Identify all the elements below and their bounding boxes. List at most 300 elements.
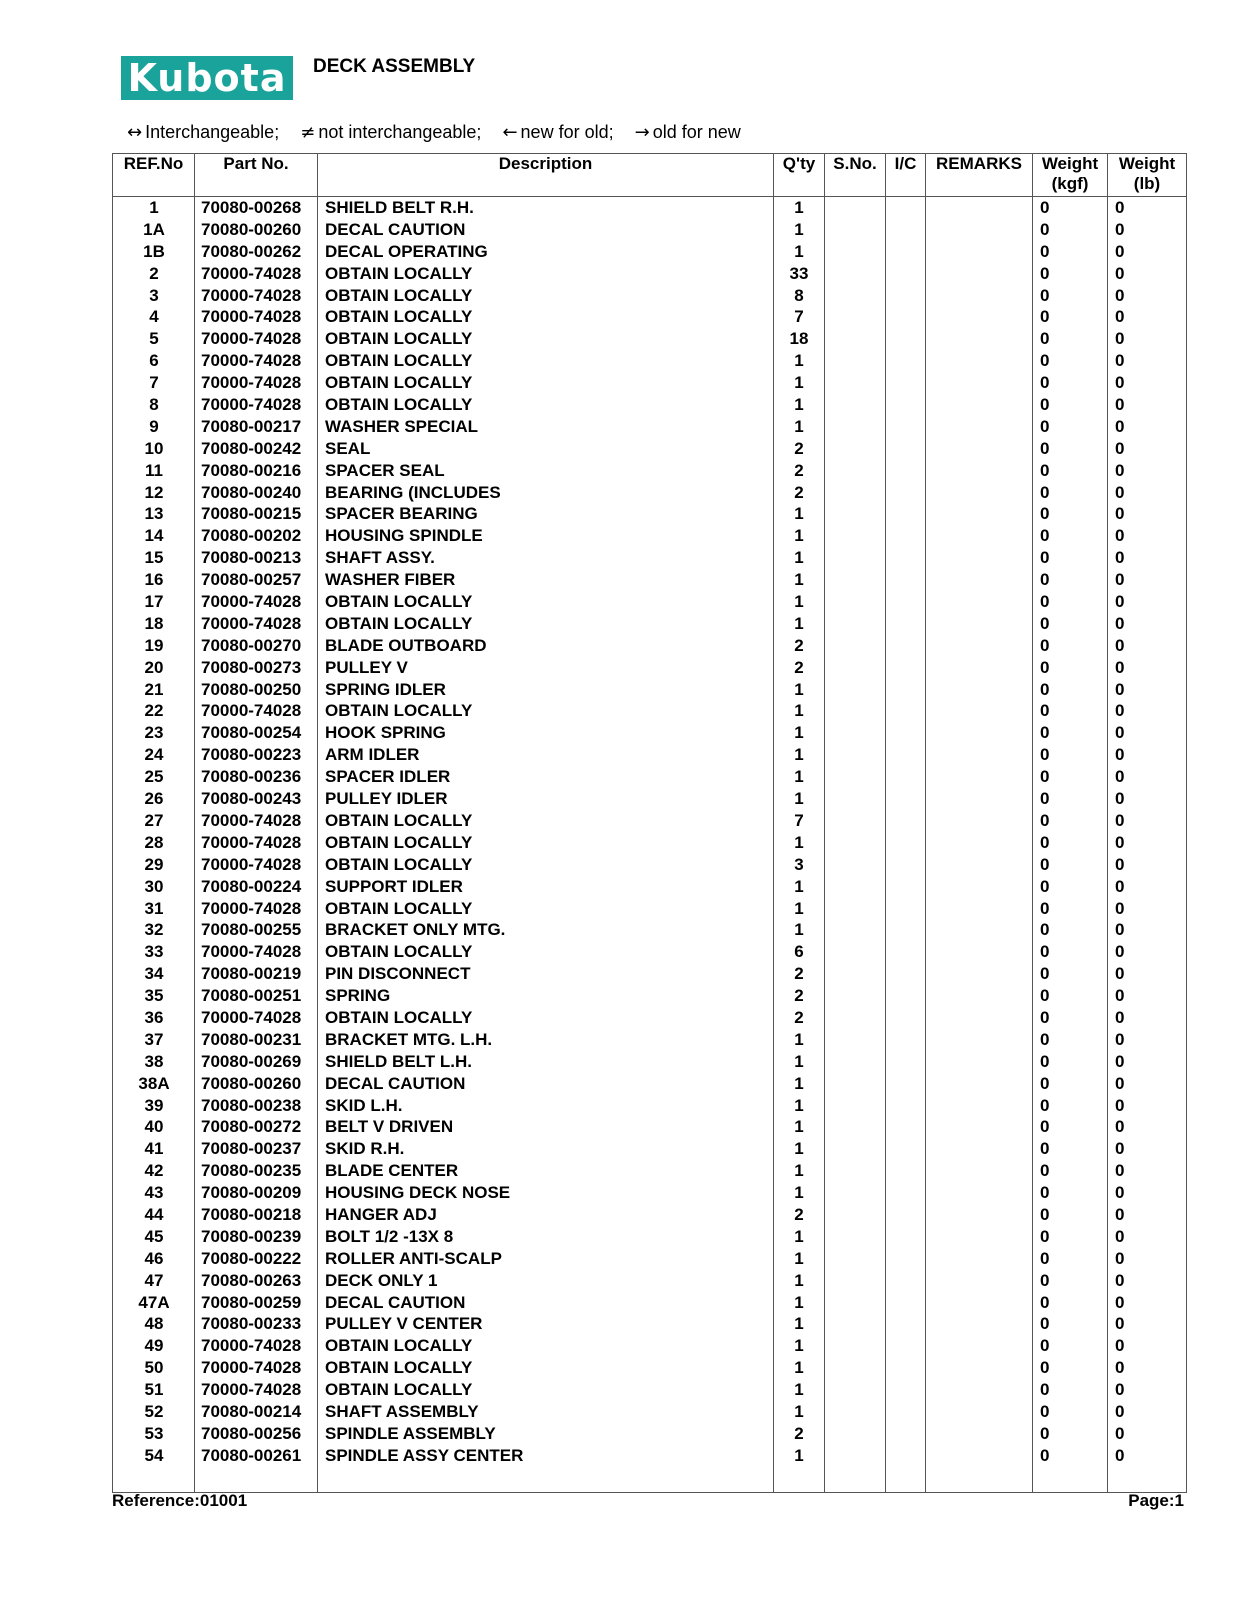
description-cell: OBTAIN LOCALLY (325, 1380, 473, 1400)
ref-no-cell: 20 (144, 657, 164, 677)
description-cell: WASHER SPECIAL (325, 416, 479, 436)
quantity-cell: 1 (794, 789, 804, 809)
quantity-cell: 1 (794, 1358, 804, 1378)
weight-kgf-cell: 0 (1040, 1380, 1050, 1400)
table-row (113, 657, 1186, 679)
header-weight-kgf-line2: (kgf) (1051, 174, 1089, 193)
table-row (113, 394, 1186, 416)
part-no-cell: 70080-00260 (201, 1073, 302, 1093)
header-weight-kgf-line1: Weight (1041, 154, 1099, 173)
quantity-cell: 1 (794, 876, 804, 896)
table-row (113, 241, 1186, 263)
weight-kgf-cell: 0 (1040, 679, 1050, 699)
table-row (113, 1095, 1186, 1117)
weight-kgf-cell: 0 (1040, 832, 1050, 852)
quantity-cell: 1 (794, 526, 804, 546)
ref-no-cell: 41 (144, 1139, 164, 1159)
part-no-cell: 70000-74028 (201, 329, 302, 349)
part-no-cell: 70080-00209 (201, 1183, 302, 1203)
weight-kgf-cell: 0 (1040, 1073, 1050, 1093)
weight-kgf-cell: 0 (1040, 460, 1050, 480)
description-cell: OBTAIN LOCALLY (325, 351, 473, 371)
weight-lb-cell: 0 (1115, 307, 1125, 327)
quantity-cell: 18 (789, 329, 809, 349)
quantity-cell: 1 (794, 504, 804, 524)
weight-lb-cell: 0 (1115, 460, 1125, 480)
weight-lb-cell: 0 (1115, 592, 1125, 612)
part-no-cell: 70080-00261 (201, 1445, 302, 1465)
description-cell: PULLEY IDLER (325, 789, 448, 809)
weight-lb-cell: 0 (1115, 942, 1125, 962)
part-no-cell: 70080-00213 (201, 548, 302, 568)
table-row (113, 219, 1186, 241)
header-serial-no: S.No. (833, 154, 877, 173)
part-no-cell: 70080-00272 (201, 1117, 302, 1137)
table-row (113, 1116, 1186, 1138)
weight-kgf-cell: 0 (1040, 198, 1050, 217)
weight-lb-cell: 0 (1115, 723, 1125, 743)
part-no-cell: 70080-00218 (201, 1204, 302, 1224)
weight-kgf-cell: 0 (1040, 395, 1050, 415)
weight-kgf-cell: 0 (1040, 1117, 1050, 1137)
part-no-cell: 70080-00219 (201, 964, 302, 984)
weight-kgf-cell: 0 (1040, 526, 1050, 546)
part-no-cell: 70080-00233 (201, 1314, 302, 1334)
description-cell: BELT V DRIVEN (325, 1117, 454, 1137)
description-cell: OBTAIN LOCALLY (325, 592, 473, 612)
weight-kgf-cell: 0 (1040, 1183, 1050, 1203)
part-no-cell: 70080-00262 (201, 241, 302, 261)
description-cell: OBTAIN LOCALLY (325, 613, 473, 633)
table-row (113, 1248, 1186, 1270)
quantity-cell: 2 (794, 1007, 804, 1027)
part-no-cell: 70080-00217 (201, 416, 302, 436)
weight-kgf-cell: 0 (1040, 745, 1050, 765)
ref-no-cell: 3 (149, 285, 159, 305)
legend-label: not interchangeable; (318, 122, 482, 142)
quantity-cell: 1 (794, 613, 804, 633)
weight-kgf-cell: 0 (1040, 570, 1050, 590)
description-cell: OBTAIN LOCALLY (325, 832, 473, 852)
weight-kgf-cell: 0 (1040, 898, 1050, 918)
weight-kgf-cell: 0 (1040, 810, 1050, 830)
quantity-cell: 1 (794, 1139, 804, 1159)
double-arrow-icon: ↔ (127, 122, 143, 143)
ref-no-cell: 26 (144, 789, 164, 809)
part-no-cell: 70000-74028 (201, 701, 302, 721)
weight-lb-cell: 0 (1115, 1445, 1125, 1465)
left-arrow-icon: ← (502, 122, 518, 143)
weight-kgf-cell: 0 (1040, 1248, 1050, 1268)
quantity-cell: 7 (794, 307, 804, 327)
legend-label: Interchangeable; (145, 122, 280, 142)
weight-kgf-cell: 0 (1040, 920, 1050, 940)
description-cell: PULLEY V CENTER (325, 1314, 483, 1334)
part-no-cell: 70080-00256 (201, 1423, 302, 1443)
ref-no-cell: 21 (144, 679, 164, 699)
part-no-cell: 70000-74028 (201, 307, 302, 327)
table-row (113, 1138, 1186, 1160)
description-cell: DECAL CAUTION (325, 1292, 466, 1312)
table-row (113, 898, 1186, 920)
quantity-cell: 1 (794, 1095, 804, 1115)
part-no-cell: 70000-74028 (201, 395, 302, 415)
part-no-cell: 70080-00236 (201, 767, 302, 787)
ref-no-cell: 6 (149, 351, 159, 371)
ref-no-cell: 13 (144, 504, 164, 524)
quantity-cell: 1 (794, 1161, 804, 1181)
quantity-cell: 1 (794, 1226, 804, 1246)
table-row (113, 1401, 1186, 1423)
part-no-cell: 70080-00231 (201, 1029, 302, 1049)
quantity-cell: 1 (794, 701, 804, 721)
weight-lb-cell: 0 (1115, 964, 1125, 984)
ref-no-cell: 37 (144, 1029, 164, 1049)
weight-lb-cell: 0 (1115, 613, 1125, 633)
quantity-cell: 1 (794, 1051, 804, 1071)
table-row (113, 197, 1186, 219)
part-no-cell: 70080-00255 (201, 920, 302, 940)
description-cell: DECAL CAUTION (325, 1073, 466, 1093)
weight-kgf-cell: 0 (1040, 307, 1050, 327)
ref-no-cell: 47 (144, 1270, 164, 1290)
weight-lb-cell: 0 (1115, 1292, 1125, 1312)
ref-no-cell: 47A (138, 1292, 170, 1312)
description-cell: SHAFT ASSY. (325, 548, 435, 568)
description-cell: OBTAIN LOCALLY (325, 1336, 473, 1356)
quantity-cell: 1 (794, 920, 804, 940)
quantity-cell: 1 (794, 1270, 804, 1290)
description-cell: BRACKET MTG. L.H. (325, 1029, 493, 1049)
weight-kgf-cell: 0 (1040, 1226, 1050, 1246)
description-cell: SKID R.H. (325, 1139, 405, 1159)
quantity-cell: 1 (794, 898, 804, 918)
part-no-cell: 70080-00222 (201, 1248, 302, 1268)
table-row (113, 854, 1186, 876)
legend-item-old-for-new (635, 122, 741, 142)
ref-no-cell: 1A (143, 219, 165, 239)
weight-lb-cell: 0 (1115, 876, 1125, 896)
weight-kgf-cell: 0 (1040, 854, 1050, 874)
quantity-cell: 8 (794, 285, 804, 305)
quantity-cell: 33 (789, 263, 809, 283)
weight-kgf-cell: 0 (1040, 285, 1050, 305)
header-weight-lb-line1: Weight (1118, 154, 1176, 173)
header-weight-kgf (1033, 154, 1107, 196)
description-cell: SHIELD BELT R.H. (325, 198, 474, 217)
ref-no-cell: 40 (144, 1117, 164, 1137)
description-cell: SPINDLE ASSEMBLY (325, 1423, 496, 1443)
table-row (113, 1182, 1186, 1204)
table-row (113, 1029, 1186, 1051)
ref-no-cell: 15 (144, 548, 164, 568)
ref-no-cell: 33 (144, 942, 164, 962)
weight-kgf-cell: 0 (1040, 1139, 1050, 1159)
table-row (113, 919, 1186, 941)
ref-no-cell: 51 (144, 1380, 164, 1400)
header-ic: I/C (894, 154, 917, 173)
weight-lb-cell: 0 (1115, 1095, 1125, 1115)
table-row (113, 613, 1186, 635)
weight-kgf-cell: 0 (1040, 263, 1050, 283)
quantity-cell: 1 (794, 679, 804, 699)
quantity-cell: 1 (794, 1380, 804, 1400)
weight-lb-cell: 0 (1115, 767, 1125, 787)
quantity-cell: 1 (794, 1183, 804, 1203)
part-no-cell: 70000-74028 (201, 810, 302, 830)
quantity-cell: 7 (794, 810, 804, 830)
ref-no-cell: 1B (143, 241, 165, 261)
weight-lb-cell: 0 (1115, 1117, 1125, 1137)
description-cell: OBTAIN LOCALLY (325, 395, 473, 415)
ref-no-cell: 2 (149, 263, 159, 283)
quantity-cell: 1 (794, 351, 804, 371)
part-no-cell: 70080-00224 (201, 876, 302, 896)
quantity-cell: 1 (794, 570, 804, 590)
ref-no-cell: 42 (144, 1161, 164, 1181)
part-no-cell: 70080-00240 (201, 482, 302, 502)
weight-lb-cell: 0 (1115, 1423, 1125, 1443)
description-cell: BLADE OUTBOARD (325, 635, 487, 655)
weight-kgf-cell: 0 (1040, 876, 1050, 896)
table-row (113, 372, 1186, 394)
description-cell: OBTAIN LOCALLY (325, 1007, 473, 1027)
ref-no-cell: 1 (149, 198, 159, 217)
weight-lb-cell: 0 (1115, 1073, 1125, 1093)
part-no-cell: 70000-74028 (201, 263, 302, 283)
description-cell: SUPPORT IDLER (325, 876, 463, 896)
weight-kgf-cell: 0 (1040, 416, 1050, 436)
weight-kgf-cell: 0 (1040, 767, 1050, 787)
description-cell: HOUSING DECK NOSE (325, 1183, 511, 1203)
weight-kgf-cell: 0 (1040, 1401, 1050, 1421)
weight-kgf-cell: 0 (1040, 1314, 1050, 1334)
weight-lb-cell: 0 (1115, 241, 1125, 261)
table-row (113, 1270, 1186, 1292)
table-row (113, 1051, 1186, 1073)
ref-no-cell: 52 (144, 1401, 164, 1421)
quantity-cell: 1 (794, 219, 804, 239)
part-no-cell: 70000-74028 (201, 1358, 302, 1378)
ref-no-cell: 10 (144, 438, 164, 458)
weight-lb-cell: 0 (1115, 1183, 1125, 1203)
part-no-cell: 70080-00260 (201, 219, 302, 239)
part-no-cell: 70080-00269 (201, 1051, 302, 1071)
description-cell: SHIELD BELT L.H. (325, 1051, 473, 1071)
description-cell: SPACER SEAL (325, 460, 445, 480)
weight-lb-cell: 0 (1115, 438, 1125, 458)
quantity-cell: 1 (794, 1314, 804, 1334)
weight-lb-cell: 0 (1115, 373, 1125, 393)
legend-item-not-interchangeable (300, 122, 481, 142)
ref-no-cell: 9 (149, 416, 159, 436)
description-cell: SPRING IDLER (325, 679, 446, 699)
weight-lb-cell: 0 (1115, 898, 1125, 918)
table-row (113, 547, 1186, 569)
weight-kgf-cell: 0 (1040, 1029, 1050, 1049)
weight-lb-cell: 0 (1115, 504, 1125, 524)
part-no-cell: 70000-74028 (201, 1336, 302, 1356)
quantity-cell: 1 (794, 1292, 804, 1312)
description-cell: DECK ONLY 1 (325, 1270, 438, 1290)
weight-kgf-cell: 0 (1040, 1336, 1050, 1356)
description-cell: SPACER BEARING (325, 504, 478, 524)
ref-no-cell: 22 (144, 701, 164, 721)
quantity-cell: 1 (794, 1336, 804, 1356)
ref-no-cell: 38A (138, 1073, 170, 1093)
ref-no-cell: 8 (149, 395, 159, 415)
part-no-cell: 70080-00215 (201, 504, 302, 524)
part-no-cell: 70080-00243 (201, 789, 302, 809)
weight-lb-cell: 0 (1115, 920, 1125, 940)
weight-lb-cell: 0 (1115, 1358, 1125, 1378)
weight-kgf-cell: 0 (1040, 1051, 1050, 1071)
table-row (113, 350, 1186, 372)
weight-kgf-cell: 0 (1040, 942, 1050, 962)
kubota-logo (121, 56, 293, 100)
weight-kgf-cell: 0 (1040, 701, 1050, 721)
right-arrow-icon: → (634, 122, 650, 143)
quantity-cell: 1 (794, 1445, 804, 1465)
legend-label: new for old; (520, 122, 614, 142)
table-row (113, 810, 1186, 832)
weight-kgf-cell: 0 (1040, 1161, 1050, 1181)
ref-no-cell: 28 (144, 832, 164, 852)
table-row (113, 438, 1186, 460)
quantity-cell: 2 (794, 438, 804, 458)
weight-kgf-cell: 0 (1040, 592, 1050, 612)
quantity-cell: 1 (794, 416, 804, 436)
legend-item-interchangeable (127, 122, 279, 142)
reference-number: Reference:01001 (112, 1491, 248, 1510)
quantity-cell: 1 (794, 198, 804, 217)
table-row (113, 635, 1186, 657)
weight-lb-cell: 0 (1115, 285, 1125, 305)
quantity-cell: 2 (794, 657, 804, 677)
ref-no-cell: 25 (144, 767, 164, 787)
description-cell: HOUSING SPINDLE (325, 526, 483, 546)
weight-kgf-cell: 0 (1040, 1270, 1050, 1290)
part-no-cell: 70000-74028 (201, 613, 302, 633)
table-row (113, 1292, 1186, 1314)
weight-kgf-cell: 0 (1040, 613, 1050, 633)
weight-kgf-cell: 0 (1040, 482, 1050, 502)
ref-no-cell: 12 (144, 482, 164, 502)
description-cell: ARM IDLER (325, 745, 420, 765)
description-cell: SKID L.H. (325, 1095, 403, 1115)
weight-kgf-cell: 0 (1040, 1095, 1050, 1115)
weight-kgf-cell: 0 (1040, 964, 1050, 984)
ref-no-cell: 43 (144, 1183, 164, 1203)
quantity-cell: 1 (794, 767, 804, 787)
ref-no-cell: 17 (144, 592, 164, 612)
description-cell: BLADE CENTER (325, 1161, 459, 1181)
weight-lb-cell: 0 (1115, 1029, 1125, 1049)
table-row (113, 1313, 1186, 1335)
weight-lb-cell: 0 (1115, 1336, 1125, 1356)
table-row (113, 263, 1186, 285)
weight-kgf-cell: 0 (1040, 219, 1050, 239)
table-row (113, 503, 1186, 525)
part-no-cell: 70000-74028 (201, 854, 302, 874)
part-no-cell: 70080-00268 (201, 198, 302, 217)
table-row (113, 744, 1186, 766)
part-no-cell: 70080-00270 (201, 635, 302, 655)
weight-kgf-cell: 0 (1040, 657, 1050, 677)
weight-kgf-cell: 0 (1040, 1007, 1050, 1027)
quantity-cell: 2 (794, 460, 804, 480)
ref-no-cell: 38 (144, 1051, 164, 1071)
table-row (113, 460, 1186, 482)
table-row (113, 722, 1186, 744)
description-cell: OBTAIN LOCALLY (325, 329, 473, 349)
description-cell: ROLLER ANTI-SCALP (325, 1248, 502, 1268)
part-no-cell: 70080-00263 (201, 1270, 302, 1290)
part-no-cell: 70080-00223 (201, 745, 302, 765)
part-no-cell: 70000-74028 (201, 373, 302, 393)
weight-kgf-cell: 0 (1040, 548, 1050, 568)
table-row (113, 1335, 1186, 1357)
quantity-cell: 1 (794, 723, 804, 743)
part-no-cell: 70080-00202 (201, 526, 302, 546)
ref-no-cell: 29 (144, 854, 164, 874)
ref-no-cell: 34 (144, 964, 164, 984)
weight-kgf-cell: 0 (1040, 504, 1050, 524)
part-no-cell: 70080-00242 (201, 438, 302, 458)
part-no-cell: 70000-74028 (201, 1380, 302, 1400)
interchangeability-legend (127, 122, 757, 143)
weight-lb-cell: 0 (1115, 986, 1125, 1006)
ref-no-cell: 23 (144, 723, 164, 743)
weight-kgf-cell: 0 (1040, 438, 1050, 458)
table-row (113, 1357, 1186, 1379)
description-cell: SHAFT ASSEMBLY (325, 1401, 479, 1421)
description-cell: PULLEY V (325, 657, 408, 677)
logo-text: Kubota (127, 56, 287, 100)
table-row (113, 700, 1186, 722)
weight-lb-cell: 0 (1115, 1139, 1125, 1159)
part-no-cell: 70000-74028 (201, 351, 302, 371)
ref-no-cell: 54 (144, 1445, 164, 1465)
legend-label: old for new (652, 122, 741, 142)
ref-no-cell: 32 (144, 920, 164, 940)
description-cell: OBTAIN LOCALLY (325, 373, 473, 393)
weight-lb-cell: 0 (1115, 1204, 1125, 1224)
ref-no-cell: 11 (145, 460, 163, 480)
quantity-cell: 2 (794, 1204, 804, 1224)
header-ref-no: REF.No (123, 154, 184, 173)
table-row (113, 1204, 1186, 1226)
ref-no-cell: 7 (149, 373, 159, 393)
quantity-cell: 3 (794, 854, 804, 874)
weight-lb-cell: 0 (1115, 263, 1125, 283)
weight-lb-cell: 0 (1115, 1051, 1125, 1071)
part-no-cell: 70000-74028 (201, 832, 302, 852)
description-cell: OBTAIN LOCALLY (325, 285, 473, 305)
ref-no-cell: 50 (144, 1358, 164, 1378)
ref-no-cell: 36 (144, 1007, 164, 1027)
part-no-cell: 70000-74028 (201, 285, 302, 305)
description-cell: OBTAIN LOCALLY (325, 1358, 473, 1378)
quantity-cell: 2 (794, 964, 804, 984)
part-no-cell: 70080-00235 (201, 1161, 302, 1181)
description-cell: OBTAIN LOCALLY (325, 810, 473, 830)
quantity-cell: 1 (794, 373, 804, 393)
table-row (113, 306, 1186, 328)
description-cell: WASHER FIBER (325, 570, 456, 590)
table-row (113, 832, 1186, 854)
part-no-cell: 70080-00214 (201, 1401, 302, 1421)
